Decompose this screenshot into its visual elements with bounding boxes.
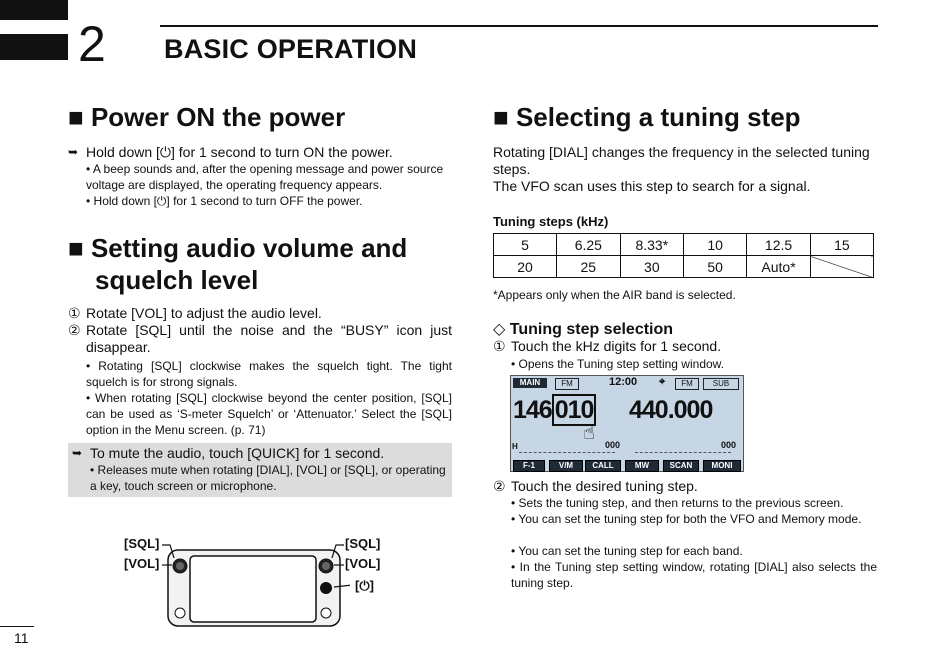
audio-sub-2: • When rotating [SQL] clockwise beyond the center position, [SQL] can be used as ‘S-meter Squelch’ or ‘Attenuator.’ Select the [SQL] option in the Menu screen. (p. 71) [86,391,452,437]
tuning-step-2-sub-1: • Sets the tuning step, and then returns to the previous screen. [511,496,844,510]
square-bullet-icon: ■ [68,233,84,263]
radio-front-panel-illustration [160,538,350,630]
table-title: Tuning steps (kHz) [493,214,609,229]
mute-note-box [68,443,452,497]
step-number: ① [493,338,506,354]
table-cell: 8.33* [620,234,684,256]
s-meter-left [519,452,615,454]
step-text: Touch the desired tuning step. [511,478,698,494]
key-scan[interactable]: SCAN [663,460,699,472]
key-mw[interactable]: MW [625,460,659,472]
label-right-sql: [SQL] [345,536,381,551]
section-heading-audio [68,232,468,296]
step-number: ① [68,305,81,321]
antenna-icon: ⌖ [659,376,666,388]
step-text: Touch the kHz digits for 1 second. [511,338,722,354]
table-cell: 30 [620,256,684,278]
tuning-steps-table [493,233,874,278]
step-number: ② [493,478,506,494]
heading-text: squelch level [95,265,259,295]
mode-right-badge: FM [675,378,699,390]
step-text: Rotate [VOL] to adjust the audio level. [86,305,322,321]
left-bottom-screw [175,608,185,618]
chapter-tab-bar [0,0,68,20]
page-number-rule [0,626,34,627]
note-main-text: To mute the audio, touch [QUICK] for 1 second. [90,445,385,461]
table-cell: 25 [557,256,620,278]
table-cell: 5 [494,234,557,256]
table-footnote: *Appears only when the AIR band is selected. [493,288,736,302]
square-bullet-icon: ■ [493,102,509,132]
right-knob-center [322,562,330,570]
tuning-step-1-sub: • Opens the Tuning step setting window. [511,357,724,371]
power-level-h: H [512,442,518,451]
sub-heading-tuning-selection [493,319,673,339]
arrow-bullet-icon: ➥ [68,145,79,159]
tuning-step-2-sub-3: • You can set the tuning step for each band. [511,544,743,558]
chapter-title: BASIC OPERATION [164,34,418,64]
chapter-tab-bar [0,34,68,60]
table-cell: Auto* [747,256,811,278]
audio-sub-1: • Rotating [SQL] clockwise makes the squelch tight. The tight squelch is for strong signals. [86,359,452,389]
power-sub-1: • A beep sounds and, after the opening message and power source voltage are displayed, the operating frequency appears. [86,162,444,192]
arrow-bullet-icon: ➥ [72,446,83,460]
table-cell: 15 [810,234,873,256]
key-f1[interactable]: F-1 [513,460,545,472]
label-right-vol: [VOL] [345,556,381,571]
page-number: 11 [14,630,29,646]
main-badge: MAIN [513,378,547,388]
ptt-left: 000 [605,440,621,450]
header-rule [160,25,878,27]
step-number: ② [68,322,81,338]
heading-text: Setting audio volume and [90,233,408,263]
label-left-sql: [SQL] [124,536,160,551]
diamond-icon: ◇ [493,321,506,338]
audio-step-2 [68,322,452,356]
label-left-vol: [VOL] [124,556,160,571]
section-heading-tuning [493,101,801,133]
s-meter-right [635,452,731,454]
section-heading-power [68,101,345,133]
freq-mhz-digits[interactable]: 146 [513,396,552,424]
mode-left-badge: FM [555,378,579,390]
ptt-right: 000 [721,440,737,450]
tuning-step-2-sub-4: • In the Tuning step setting window, rotating [DIAL] also selects the tuning step. [511,560,877,590]
table-row [494,256,874,278]
key-moni[interactable]: MONI [703,460,741,472]
freq-khz-digits[interactable]: 010 [552,394,597,426]
table-row [494,234,874,256]
label-power: [⏻] [355,578,374,593]
sub-heading-text: Tuning step selection [509,321,674,338]
power-button-icon [320,582,332,594]
table-cell: 10 [684,234,747,256]
radio-screen [190,556,316,622]
table-cell: 6.25 [557,234,620,256]
heading-text: Power ON the power [90,102,346,132]
lcd-clock: 12:00 [609,376,638,388]
tuning-step-2-sub-2: • You can set the tuning step for both the VFO and Memory mode. [511,512,862,526]
note-sub: • Releases mute when rotating [DIAL], [VOL] or [SQL], or operating a key, touch screen or microphone. [90,463,446,493]
tuning-intro-2: The VFO scan uses this step to search for a signal. [493,178,811,194]
heading-text: Selecting a tuning step [515,102,801,132]
chapter-number: 2 [78,16,106,72]
key-vm[interactable]: V/M [549,460,583,472]
step-text: Rotate [SQL] until the noise and the “BUSY” icon just disappear. [86,322,452,355]
left-knob-center [176,562,184,570]
tuning-intro-1: Rotating [DIAL] changes the frequency in the selected tuning steps. [493,144,870,177]
power-sub-2: • Hold down [⏻] for 1 second to turn OFF the power. [86,194,363,208]
table-cell: 12.5 [747,234,811,256]
freq-right[interactable]: 440.000 [629,396,713,424]
pointing-hand-icon: ☝ [583,422,596,444]
right-bottom-screw [321,608,331,618]
table-cell: 20 [494,256,557,278]
table-cell: 50 [684,256,747,278]
key-call[interactable]: CALL [585,460,621,472]
radio-lcd-display [510,375,744,472]
table-cell-empty [810,256,873,278]
sub-badge: SUB [703,378,739,390]
power-bullet-text: Hold down [⏻] for 1 second to turn ON the power. [86,144,393,160]
square-bullet-icon: ■ [68,102,84,132]
